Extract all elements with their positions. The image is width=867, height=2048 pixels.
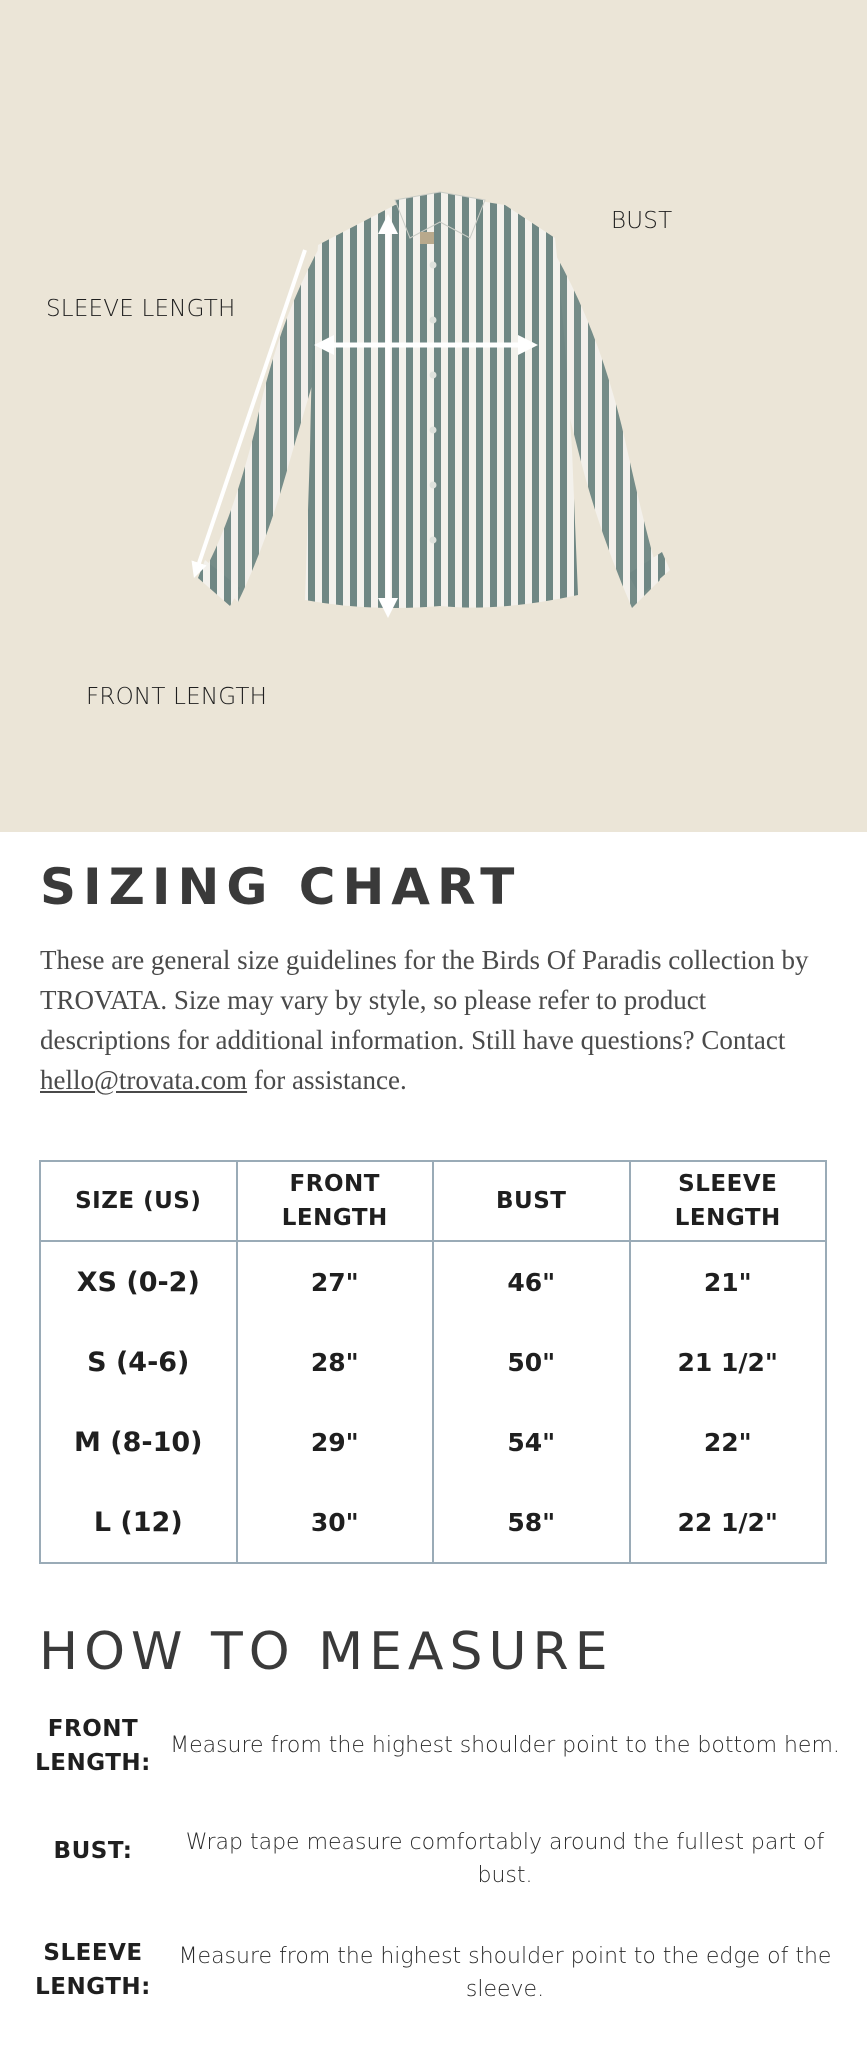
table-row xyxy=(40,1241,826,1322)
sleeve-length-cell: 22 1/2" xyxy=(630,1482,827,1563)
product-hero xyxy=(0,0,867,832)
table-row xyxy=(40,1482,826,1563)
how-to-measure-title: HOW TO MEASURE xyxy=(39,1622,614,1682)
bust-cell: 58" xyxy=(433,1482,630,1563)
front-length-cell: 28" xyxy=(237,1322,434,1402)
measure-term: BUST: xyxy=(53,1838,133,1864)
size-cell: XS (0-2) xyxy=(40,1241,237,1322)
front-length-cell: 29" xyxy=(237,1402,434,1482)
header-sleeve-length: SLEEVE LENGTH xyxy=(630,1161,827,1241)
sleeve-length-label: SLEEVE LENGTH xyxy=(46,296,236,322)
contact-email-link[interactable]: hello@trovata.com xyxy=(40,1065,248,1095)
intro-paragraph xyxy=(40,940,840,1100)
bust-label: BUST xyxy=(611,208,673,234)
page-title: SIZING CHART xyxy=(40,858,522,916)
size-cell: S (4-6) xyxy=(40,1322,237,1402)
measure-term: SLEEVE LENGTH: xyxy=(35,1940,151,2000)
measure-description: Measure from the highest shoulder point to the bottom hem. xyxy=(170,1733,840,1758)
header-size: SIZE (US) xyxy=(40,1161,237,1241)
sleeve-length-cell: 21" xyxy=(630,1241,827,1322)
header-bust: BUST xyxy=(433,1161,630,1241)
table-row xyxy=(40,1402,826,1482)
intro-text: These are general size guidelines for the Birds Of Paradis collection by TROVATA. Size may vary by style, so please refer to product descriptions for additional information. Still have questions? Contact xyxy=(40,945,809,1055)
intro-text-end: for assistance. xyxy=(247,1065,407,1095)
header-front-length: FRONT LENGTH xyxy=(237,1161,434,1241)
sizing-table xyxy=(39,1160,827,1564)
bust-cell: 54" xyxy=(433,1402,630,1482)
table-header-row xyxy=(40,1161,826,1241)
measure-description: Measure from the highest shoulder point to the edge of the sleeve. xyxy=(178,1944,832,2002)
measure-term: FRONT LENGTH: xyxy=(35,1716,151,1776)
measure-description: Wrap tape measure comfortably around the fullest part of bust. xyxy=(185,1830,825,1888)
front-length-label: FRONT LENGTH xyxy=(86,684,268,710)
sleeve-length-cell: 21 1/2" xyxy=(630,1322,827,1402)
sleeve-length-cell: 22" xyxy=(630,1402,827,1482)
size-cell: M (8-10) xyxy=(40,1402,237,1482)
bust-cell: 46" xyxy=(433,1241,630,1322)
front-length-cell: 30" xyxy=(237,1482,434,1563)
bust-cell: 50" xyxy=(433,1322,630,1402)
size-cell: L (12) xyxy=(40,1482,237,1563)
table-row xyxy=(40,1322,826,1402)
front-length-cell: 27" xyxy=(237,1241,434,1322)
